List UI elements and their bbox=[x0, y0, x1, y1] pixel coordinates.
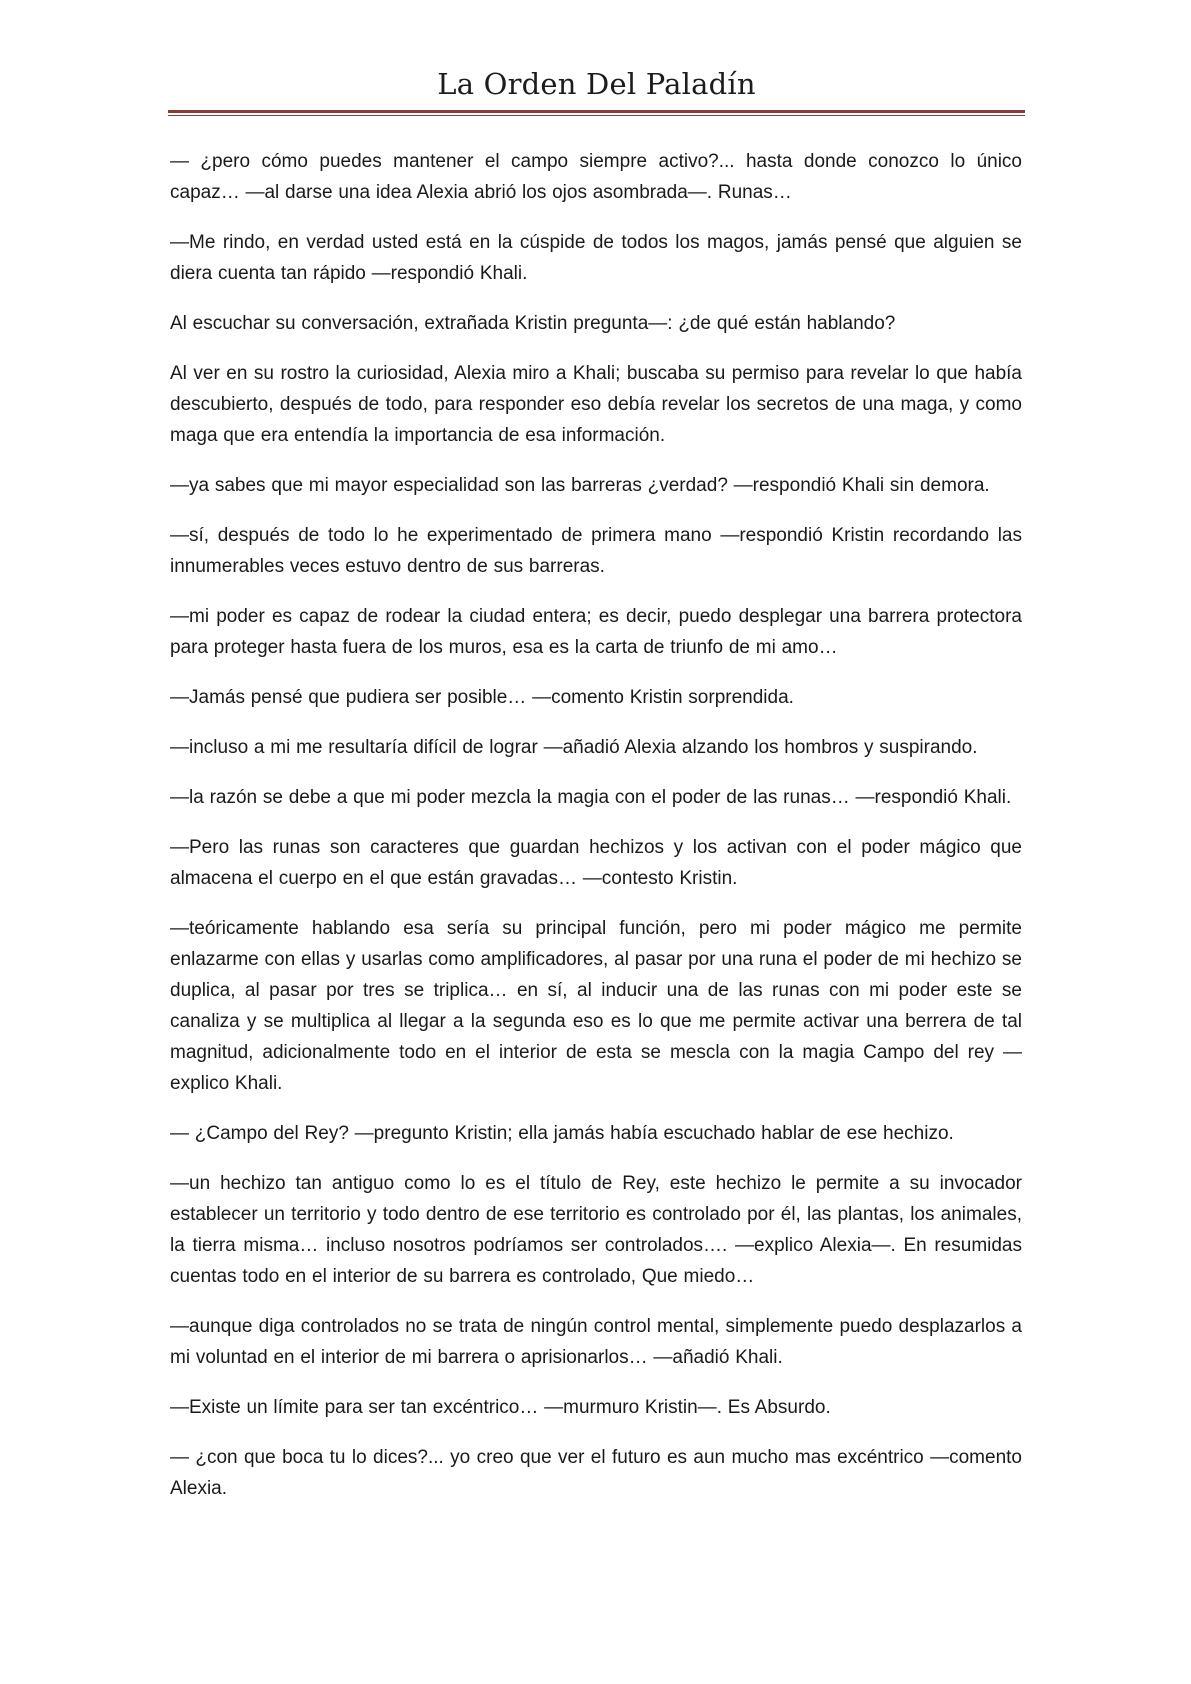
paragraph: Al ver en su rostro la curiosidad, Alexia miro a Khali; buscaba su permiso para revelar lo que había descubierto, después de todo, para responder eso debía revelar los secretos de una maga, y como maga que era entendía la importancia de esa información. bbox=[170, 363, 1022, 446]
paragraph: —incluso a mi me resultaría difícil de lograr —añadió Alexia alzando los hombros y suspirando. bbox=[170, 737, 978, 758]
paragraph: — ¿Campo del Rey? —pregunto Kristin; ella jamás había escuchado hablar de ese hechizo. bbox=[170, 1123, 954, 1144]
paragraph: Al escuchar su conversación, extrañada Kristin pregunta—: ¿de qué están hablando? bbox=[170, 313, 896, 334]
paragraph: —aunque diga controlados no se trata de ningún control mental, simplemente puedo desplazarlos a mi voluntad en el interior de mi barrera o aprisionarlos… —añadió Khali. bbox=[170, 1316, 1022, 1368]
paragraph: —Existe un límite para ser tan excéntrico… —murmuro Kristin—. Es Absurdo. bbox=[170, 1397, 831, 1418]
page-header bbox=[168, 66, 1025, 102]
body-text bbox=[170, 146, 1022, 1523]
paragraph: — ¿con que boca tu lo dices?... yo creo que ver el futuro es aun mucho mas excéntrico —comento Alexia. bbox=[170, 1447, 1022, 1499]
paragraph: —Jamás pensé que pudiera ser posible… —comento Kristin sorprendida. bbox=[170, 687, 794, 708]
book-title: La Orden Del Paladín bbox=[437, 67, 756, 101]
paragraph: —ya sabes que mi mayor especialidad son las barreras ¿verdad? —respondió Khali sin demora. bbox=[170, 475, 990, 496]
paragraph: —Me rindo, en verdad usted está en la cúspide de todos los magos, jamás pensé que alguien se diera cuenta tan rápido —respondió Khali. bbox=[170, 232, 1022, 284]
header-divider bbox=[168, 110, 1025, 119]
paragraph: —un hechizo tan antiguo como lo es el título de Rey, este hechizo le permite a su invocador establecer un territorio y todo dentro de ese territorio es controlado por él, las plantas, los animales, la tierra misma… incluso nosotros podríamos ser controlados…. —explico Alexia—. En resumidas cuentas todo en el interior de su barrera es controlado, Que miedo… bbox=[170, 1173, 1022, 1287]
paragraph: —mi poder es capaz de rodear la ciudad entera; es decir, puedo desplegar una barrera protectora para proteger hasta fuera de los muros, esa es la carta de triunfo de mi amo… bbox=[170, 606, 1022, 658]
paragraph: — ¿pero cómo puedes mantener el campo siempre activo?... hasta donde conozco lo único capaz… —al darse una idea Alexia abrió los ojos asombrada—. Runas… bbox=[170, 151, 1022, 203]
paragraph: —Pero las runas son caracteres que guardan hechizos y los activan con el poder mágico que almacena el cuerpo en el que están gravadas… —contesto Kristin. bbox=[170, 837, 1022, 889]
paragraph: —la razón se debe a que mi poder mezcla la magia con el poder de las runas… —respondió Khali. bbox=[170, 787, 1012, 808]
paragraph: —teóricamente hablando esa sería su principal función, pero mi poder mágico me permite enlazarme con ellas y usarlas como amplificadores, al pasar por una runa el poder de mi hechizo se duplica, al pasar por tres se triplica… en sí, al inducir una de las runas con mi poder este se canaliza y se multiplica al llegar a la segunda eso es lo que me permite activar una berrera de tal magnitud, adicionalmente todo en el interior de esta se mescla con la magia Campo del rey —explico Khali. bbox=[170, 918, 1022, 1094]
paragraph: —sí, después de todo lo he experimentado de primera mano —respondió Kristin recordando las innumerables veces estuvo dentro de sus barreras. bbox=[170, 525, 1022, 577]
